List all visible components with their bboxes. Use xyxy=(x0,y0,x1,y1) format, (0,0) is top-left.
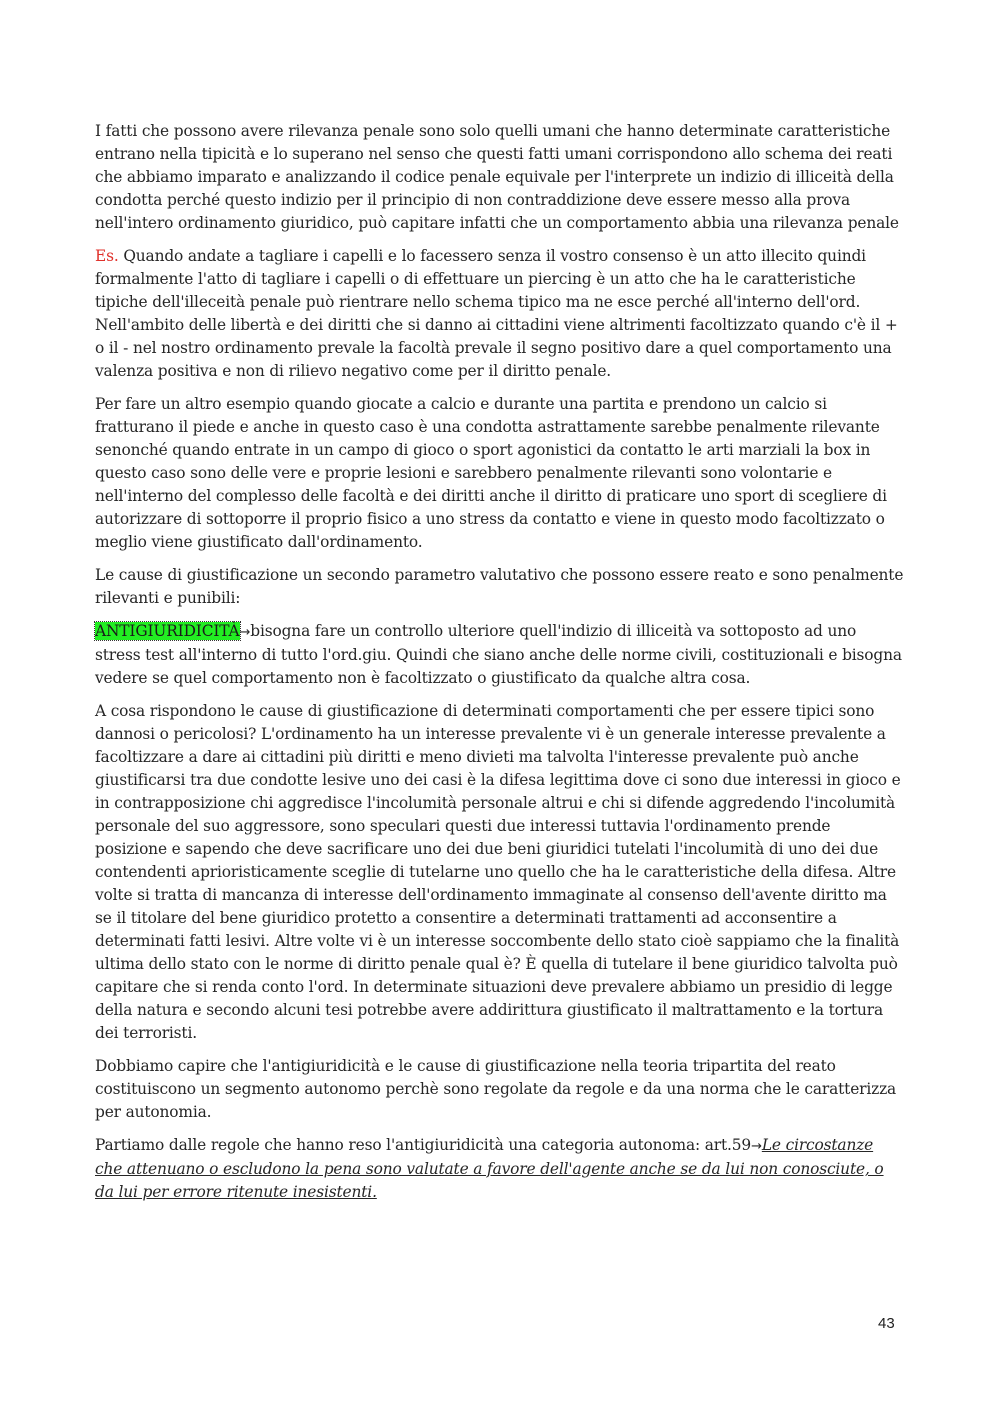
example-label: Es. xyxy=(95,247,119,265)
paragraph-example xyxy=(95,245,905,383)
paragraph-sport-example xyxy=(95,393,905,554)
paragraph-art59 xyxy=(95,1134,905,1204)
paragraph-art59-text: Partiamo dalle regole che hanno reso l'antigiuridicità una categoria autonoma: art.59 xyxy=(95,1136,752,1154)
paragraph-intro xyxy=(95,120,905,235)
paragraph-sport-text: Per fare un altro esempio quando giocate a calcio e durante una partita e prendono un calcio si fratturano il piede e anche in questo caso è una condotta astrattamente sarebbe penalmente rilevante senonché quando entrate in un campo di gioco o sport agonistici da contatto le arti marziali la box in questo caso sono delle vere e proprie lesioni e sarebbero penalmente rilevanti sono volontarie e nell'interno del complesso delle facoltà e dei diritti anche il diritto di praticare uno sport di scegliere di autorizzare di sottoporre il proprio fisico a uno stress da contatto e viene in questo modo facoltizzato o meglio viene giustificato dall'ordinamento. xyxy=(95,395,887,551)
paragraph-antigiuridicita-text: bisogna fare un controllo ulteriore quell'indizio di illiceità va sottoposto ad uno stress test all'interno di tutto l'ord.giu. Quindi che siano anche delle norme civili, costituzionali e bisogna vedere se quel comportamento non è facoltizzato o giustificato da qualche altra cosa. xyxy=(95,622,902,687)
paragraph-tripartite-text: Dobbiamo capire che l'antigiuridicità e le cause di giustificazione nella teoria tripartita del reato costituiscono un segmento autonomo perchè sono regolate da regole e da una norma che le caratterizza per autonomia. xyxy=(95,1057,897,1121)
paragraph-interests-text: A cosa rispondono le cause di giustificazione di determinati comportamenti che per essere tipici sono dannosi o pericolosi? L'ordinamento ha un interesse prevalente vi è un generale interesse prevalente a facoltizzare a dare ai cittadini più diritti e meno divieti ma talvolta l'interesse prevalente può anche giustificarsi tra due condotte lesive uno dei casi è la difesa legittima dove ci sono due interessi in gioco e in contrapposizione chi aggredisce l'incolumità personale altrui e chi si difende aggredendo l'incolumità personale del suo aggressore, sono speculari questi due interessi tuttavia l'ordinamento prende posizione e sapendo che deve sacrificare uno dei due beni giuridici tutelati l'incolumità di uno dei due contendenti aprioristicamente sceglie di tutelarne uno quello che ha le caratteristiche della difesa. Altre volte si tratta di mancanza di interesse dell'ordinamento immaginate al consenso dell'avente diritto ma se il titolare del bene giuridico protetto a consentire a determinati trattamenti ad acconsentire a determinati fatti lesivi. Altre volte vi è un interesse soccombente dello stato cioè sappiamo che la finalità ultima dello stato con le norme di diritto penale qual è? È quella di tutelare il bene giuridico talvolta può capitare che si renda conto l'ord. In determinate situazioni deve prevalere abbiamo un presidio di legge della natura e secondo alcuni tesi potrebbe avere addirittura giustificato il maltrattamento e la tortura dei terroristi. xyxy=(95,702,901,1042)
page-number: 43 xyxy=(878,1315,895,1332)
paragraph-interests xyxy=(95,700,905,1045)
paragraph-intro-text: I fatti che possono avere rilevanza penale sono solo quelli umani che hanno determinate caratteristiche entrano nella tipicità e lo superano nel senso che questi fatti umani corrispondono allo schema dei reati che abbiamo imparato e analizzando il codice penale equivale per l'interprete un indizio di illiceità della condotta perché questo indizio per il principio di non contraddizione deve essere messo alla prova nell'intero ordinamento giuridico, può capitare infatti che un comportamento abbia una rilevanza penale xyxy=(95,122,899,232)
right-arrow-icon: → xyxy=(239,625,251,640)
paragraph-justification-causes xyxy=(95,564,905,610)
paragraph-example-text: Quando andate a tagliare i capelli e lo facessero senza il vostro consenso è un atto illecito quindi formalmente l'atto di tagliare i capelli o di effettuare un piercing è un atto che ha le caratteristiche tipiche dell'illeceità penale può rientrare nello schema tipico ma ne esce perché all'interno dell'ord. Nell'ambito delle libertà e dei diritti che si danno ai cittadini viene altrimenti facoltizzato quando c'è il + o il - nel nostro ordinamento prevale la facoltà prevale il segno positivo dare a quel comportamento una valenza positiva e non di rilievo negativo come per il diritto penale. xyxy=(95,247,898,380)
paragraph-justification-text: Le cause di giustificazione un secondo parametro valutativo che possono essere reato e sono penalmente rilevanti e punibili: xyxy=(95,566,904,607)
art59-quote: Le circostanze che attenuano o escludono la pena sono valutate a favore dell'agente anche se da lui non conosciute, o da lui per errore ritenute inesistenti. xyxy=(95,1136,884,1201)
paragraph-tripartite-theory xyxy=(95,1055,905,1124)
right-arrow-icon: → xyxy=(751,1139,762,1154)
paragraph-antigiuridicita xyxy=(95,620,905,690)
highlighted-term: ANTIGIURIDICITÀ xyxy=(95,622,240,640)
document-body xyxy=(95,120,905,1214)
